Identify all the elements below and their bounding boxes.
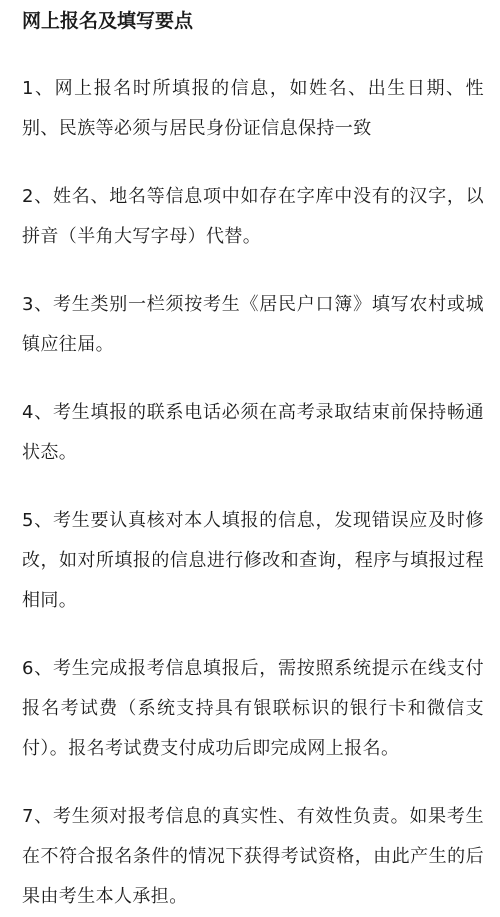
document-title: 网上报名及填写要点 <box>22 10 194 32</box>
list-item: 4、考生填报的联系电话必须在高考录取结束前保持畅通状态。 <box>22 402 484 463</box>
list-item: 1、网上报名时所填报的信息，如姓名、出生日期、性别、民族等必须与居民身份证信息保持一致 <box>22 78 484 139</box>
list-item: 2、姓名、地名等信息项中如存在字库中没有的汉字，以拼音（半角大写字母）代替。 <box>22 186 484 247</box>
list-item: 5、考生要认真核对本人填报的信息，发现错误应及时修改，如对所填报的信息进行修改和查询，程序与填报过程相同。 <box>22 510 484 611</box>
document <box>22 0 484 917</box>
list-item: 6、考生完成报考信息填报后，需按照系统提示在线支付报名考试费（系统支持具有银联标识的银行卡和微信支付）。报名考试费支付成功后即完成网上报名。 <box>22 658 484 759</box>
item-list <box>22 69 484 917</box>
list-item: 3、考生类别一栏须按考生《居民户口簿》填写农村或城镇应往届。 <box>22 294 484 355</box>
list-item: 7、考生须对报考信息的真实性、有效性负责。如果考生在不符合报名条件的情况下获得考试资格，由此产生的后果由考生本人承担。 <box>22 806 484 907</box>
